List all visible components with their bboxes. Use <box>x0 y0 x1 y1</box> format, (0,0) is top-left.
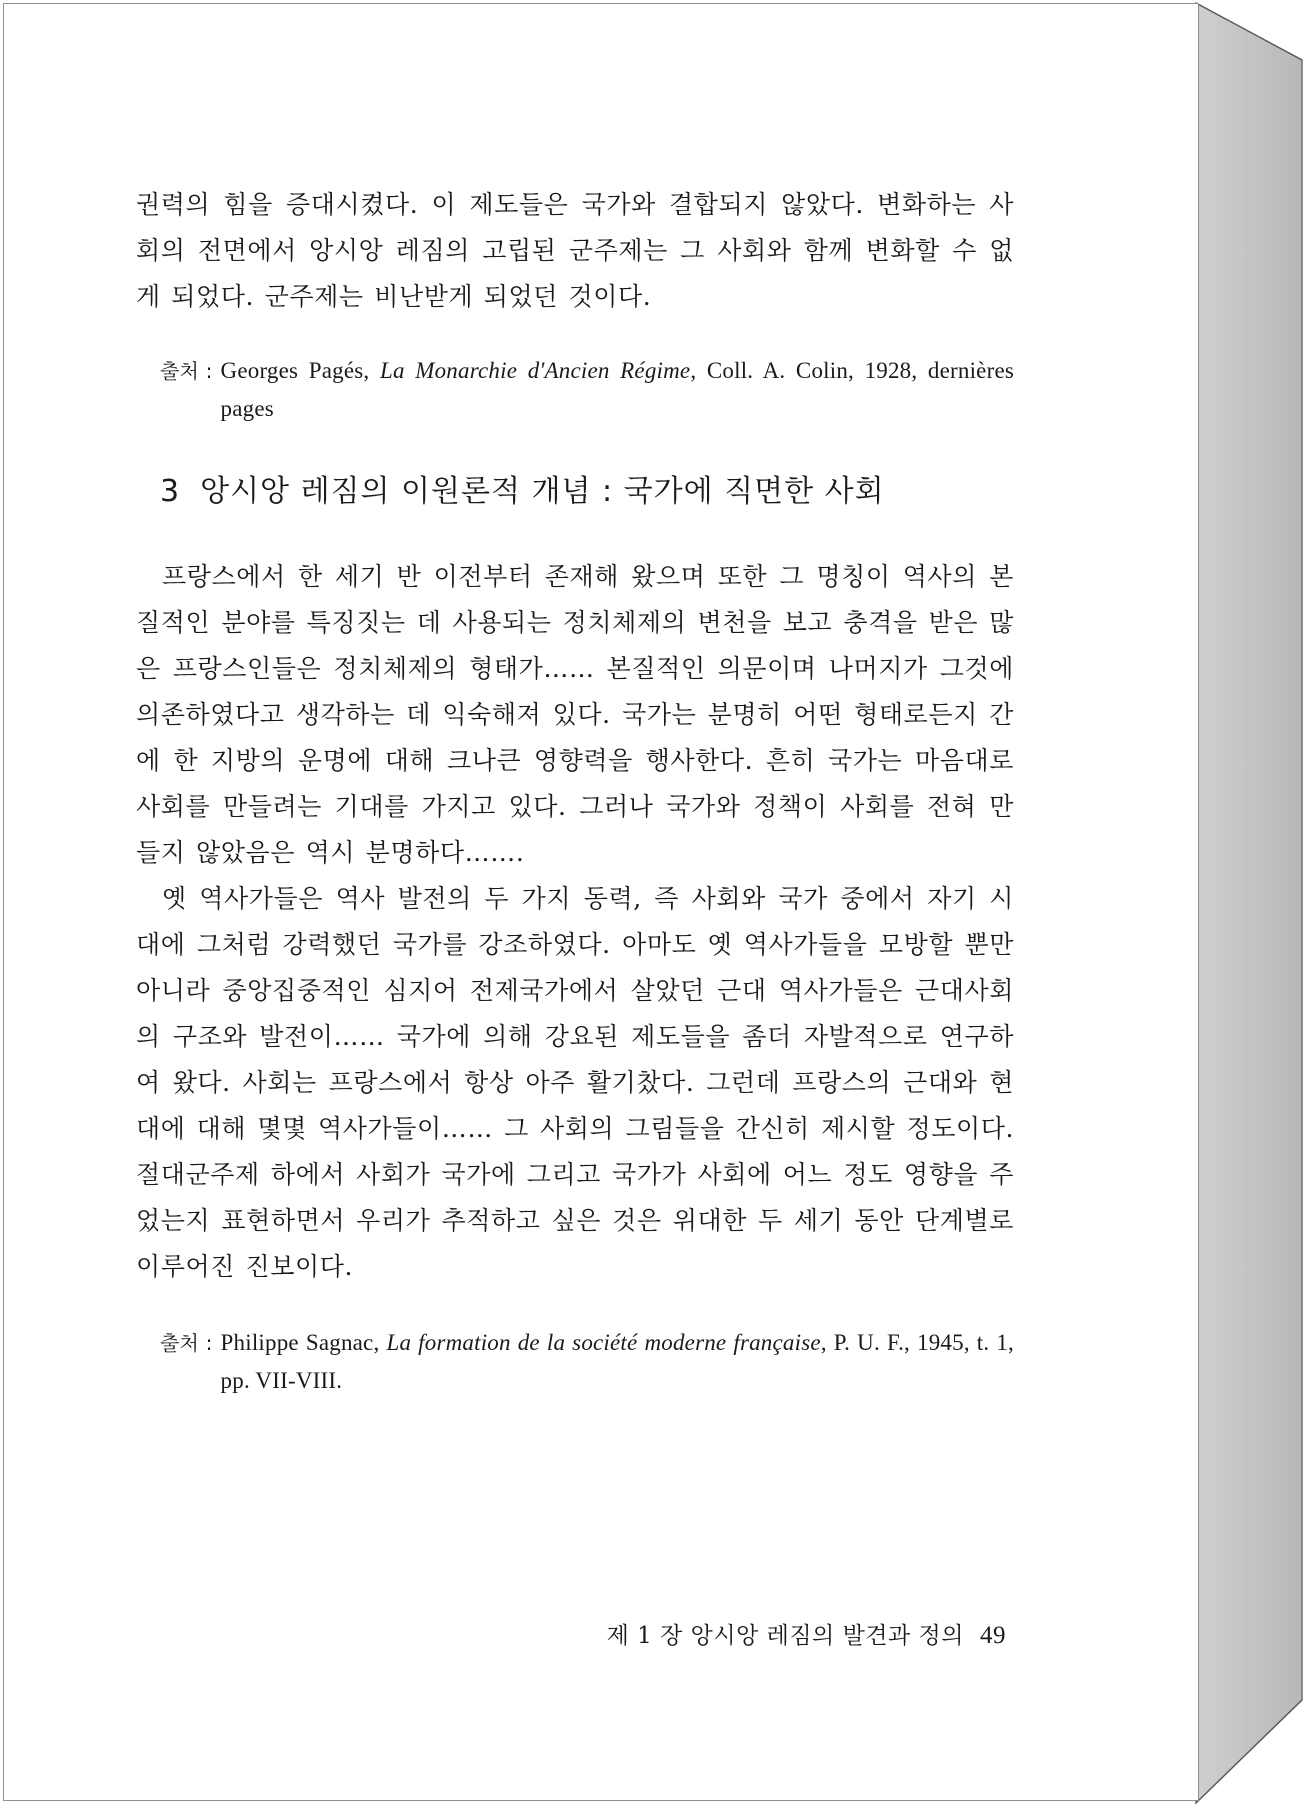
source-title: La formation de la société moderne française <box>386 1330 821 1355</box>
page-number: 49 <box>980 1622 1006 1649</box>
source-author: Georges Pagés, <box>220 358 370 383</box>
page-content <box>136 182 1014 1400</box>
source-label: 출처 : <box>160 359 213 383</box>
source-title: La Monarchie d'Ancien Régime <box>379 358 691 383</box>
page-footer <box>607 1620 1006 1652</box>
section-heading <box>160 472 1014 512</box>
body-paragraph-3: 옛 역사가들은 역사 발전의 두 가지 동력, 즉 사회와 국가 중에서 자기 시대에 그처럼 강력했던 국가를 강조하였다. 아마도 옛 역사가들을 모방할 뿐만 아니라 중앙집중적인 심지어 전제국가에서 살았던 근대 역사가들은 근대사회의 구조와 발전이…… 국가에 의해 강요된 제도들을 좀더 자발적으로 연구하여 왔다. 사회는 프랑스에서 항상 아주 활기찼다. 그런데 프랑스의 근대와 현대에 대해 몇몇 역사가들이…… 그 사회의 그림들을 간신히 제시할 정도이다. 절대군주제 하에서 사회가 국가에 그리고 국가가 사회에 어느 정도 영향을 주었는지 표현하면서 우리가 추적하고 싶은 것은 위대한 두 세기 동안 단계별로 이루어진 진보이다. <box>136 884 1014 1281</box>
source-author: Philippe Sagnac, <box>220 1330 380 1355</box>
source-details: , P. U. F., 1945, t. 1, pp. VII-VIII. <box>220 1330 1015 1393</box>
chapter-title: 제 1 장 앙시앙 레짐의 발견과 정의 <box>606 1623 964 1649</box>
book-page <box>3 3 1199 1801</box>
section-title: 앙시앙 레짐의 이원론적 개념 : 국가에 직면한 사회 <box>200 474 885 509</box>
source-details: , Coll. A. Colin, 1928, dernières pages <box>220 358 1015 421</box>
source-label: 출처 : <box>160 1331 213 1355</box>
source-text <box>221 1324 1014 1400</box>
source-citation-1 <box>160 352 1014 428</box>
source-citation-2 <box>160 1324 1014 1400</box>
body-paragraph-1: 권력의 힘을 증대시켰다. 이 제도들은 국가와 결합되지 않았다. 변화하는 사회의 전면에서 앙시앙 레짐의 고립된 군주제는 그 사회와 함께 변화할 수 없게 되었다. 군주제는 비난받게 되었던 것이다. <box>136 190 1014 311</box>
body-paragraph-2: 프랑스에서 한 세기 반 이전부터 존재해 왔으며 또한 그 명칭이 역사의 본질적인 분야를 특징짓는 데 사용되는 정치체제의 변천을 보고 충격을 받은 많은 프랑스인들은 정치체제의 형태가…… 본질적인 의문이며 나머지가 그것에 의존하였다고 생각하는 데 익숙해져 있다. 국가는 분명히 어떤 형태로든지 간에 한 지방의 운명에 대해 크나큰 영향력을 행사한다. 흔히 국가는 마음대로 사회를 만들려는 기대를 가지고 있다. 그러나 국가와 정책이 사회를 전혀 만들지 않았음은 역시 분명하다……. <box>136 562 1014 867</box>
section-number: 3 <box>160 474 181 509</box>
source-text <box>221 352 1014 428</box>
